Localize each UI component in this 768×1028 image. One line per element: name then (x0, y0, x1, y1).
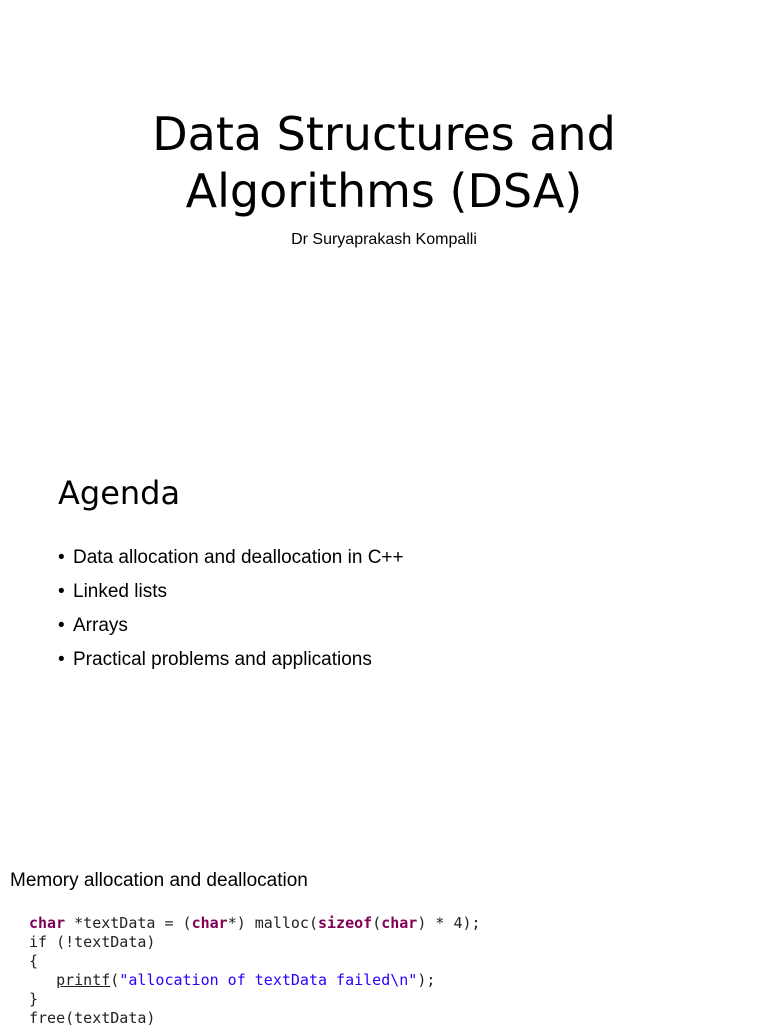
list-item (58, 580, 404, 614)
code-text: ( (372, 914, 382, 932)
code-line-3: { (29, 952, 39, 970)
bullet-icon: • (58, 547, 65, 568)
code-text: *textData = ( (65, 914, 192, 932)
agenda-list (58, 546, 404, 682)
code-line-2: if (!textData) (29, 933, 156, 951)
agenda-item-label: Arrays (73, 615, 128, 636)
list-item (58, 546, 404, 580)
title-line-2: Algorithms (DSA) (185, 164, 583, 218)
agenda-item-label: Data allocation and deallocation in C++ (73, 547, 404, 568)
code-indent (29, 971, 56, 989)
title-line-1: Data Structures and (152, 107, 616, 161)
code-line-4 (29, 971, 435, 989)
code-text: ); (417, 971, 436, 989)
code-function: printf (56, 971, 111, 989)
list-item (58, 614, 404, 648)
title-slide (0, 0, 768, 432)
memory-slide (0, 832, 768, 1027)
code-keyword: char (381, 914, 418, 932)
bullet-icon: • (58, 615, 65, 636)
code-text: ( (110, 971, 120, 989)
code-line-5: } (29, 990, 39, 1008)
agenda-slide (0, 432, 768, 832)
bullet-icon: • (58, 649, 65, 670)
agenda-item-label: Practical problems and applications (73, 649, 372, 670)
code-keyword: char (29, 914, 66, 932)
code-text: ) * 4); (417, 914, 481, 932)
code-keyword: sizeof (318, 914, 373, 932)
code-keyword: char (191, 914, 228, 932)
code-block (29, 914, 481, 1028)
slide-title (0, 106, 768, 220)
list-item (58, 648, 404, 682)
author-name: Dr Suryaprakash Kompalli (291, 231, 477, 248)
code-string: "allocation of textData failed\n" (119, 971, 418, 989)
bullet-icon: • (58, 581, 65, 602)
agenda-heading: Agenda (58, 474, 181, 512)
agenda-item-label: Linked lists (73, 581, 167, 602)
code-line-6: free(textData) (29, 1009, 156, 1027)
code-text: *) malloc( (227, 914, 318, 932)
memory-heading: Memory allocation and deallocation (10, 870, 308, 891)
code-line-1 (29, 914, 481, 932)
